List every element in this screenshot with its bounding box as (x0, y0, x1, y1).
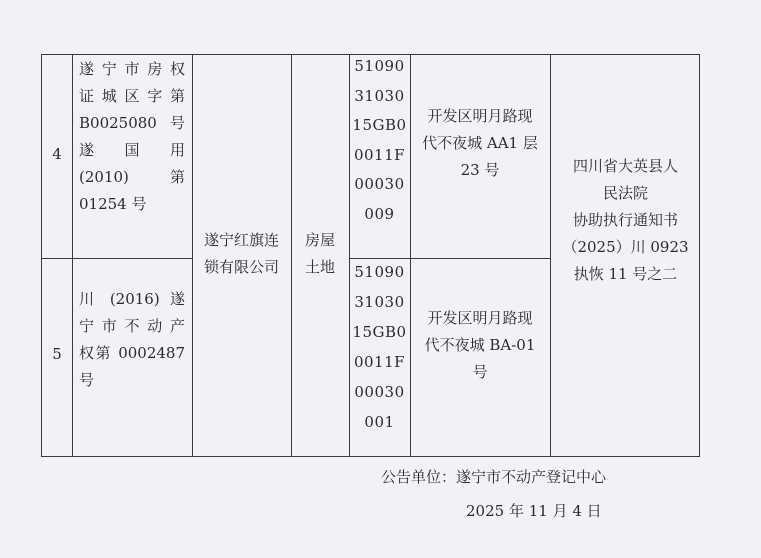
property-location: 开发区明月路现 代不夜城 BA-01 号 (424, 309, 536, 381)
unit-number: 51090 31030 15GB0 0011F 00030 001 (352, 263, 407, 431)
column-divider (72, 55, 73, 456)
certificate-number: 川 (2016) 遂 宁市不动产 权第 0002487 号 (79, 290, 185, 389)
certificate-number: 遂宁市房权 证城区字第 B0025080 号 遂 国 用 (2010) 第 01254 号 (79, 60, 185, 213)
unit-number: 51090 31030 15GB0 0011F 00030 009 (352, 57, 407, 223)
property-type: 房屋 土地 (304, 231, 335, 276)
owner-name: 遂宁红旗连 锁有限公司 (203, 231, 279, 276)
property-location: 开发区明月路现 代不夜城 AA1 层 23 号 (422, 107, 538, 179)
issue-date: 2025 年 11 月 4 日 (466, 502, 602, 520)
row-divider (42, 258, 192, 259)
row-index: 5 (52, 345, 62, 363)
issuing-unit: 公告单位：遂宁市不动产登记中心 (381, 468, 607, 486)
property-table (41, 54, 700, 457)
enforcement-authority: 四川省大英县人 民法院 协助执行通知书 （2025）川 0923 执恢 11 号之二 (562, 157, 689, 283)
row-index: 4 (52, 145, 62, 163)
